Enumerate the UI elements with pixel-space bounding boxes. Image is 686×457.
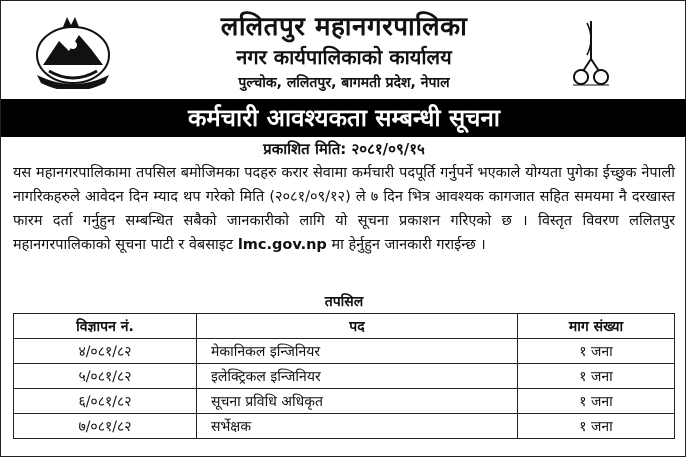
table-caption: तपसिल: [324, 294, 364, 310]
table-row: [14, 339, 675, 364]
ad-number-cell: ४/०८१/८२: [14, 339, 197, 364]
ad-number-cell: ५/०८१/८२: [14, 364, 197, 389]
position-cell: सूचना प्रविधि अधिकृत: [197, 389, 518, 414]
ad-number-cell: ६/०८१/८२: [14, 389, 197, 414]
letterhead: [1, 1, 686, 97]
organization-name: ललितपुर महानगरपालिका: [220, 12, 468, 42]
demand-count-cell: १ जना: [518, 414, 675, 439]
header-ad-number: विज्ञापन नं.: [14, 314, 197, 339]
notice-body-text: यस महानगरपालिकामा तपसिल बमोजिमका पदहरु करार सेवामा कर्मचारी पदपूर्ति गर्नुपर्ने भएकाले योग्यता पुगेका ईच्छुक नेपाली नागरिकहरुले आवेदन दिन म्याद थप गरेको मिति (२०८१/०९/१२) ले ७ दिन भित्र आवश्यक कागजात सहित समयमा नै दरखास्त फारम दर्ता गर्नुहुन सम्बन्धित सबैको जानकारीको लागि यो सूचना प्रकाशन गरिएको छ । विस्तृत विवरण ललितपुर महानगरपालिकाको सूचना पाटी र वेबसाइट: [13, 165, 675, 253]
header-position: पद: [197, 314, 518, 339]
position-cell: इलेक्ट्रिकल इन्जिनियर: [197, 364, 518, 389]
positions-table: [13, 313, 675, 439]
table-row: [14, 389, 675, 414]
notice-title: कर्मचारी आवश्यकता सम्बन्धी सूचना: [1, 99, 686, 137]
published-date-value: २०८१/०९/१५: [351, 140, 425, 158]
notice-body-end: मा हेर्नुहुन जानकारी गराईन्छ ।: [331, 237, 486, 253]
demand-count-cell: १ जना: [518, 389, 675, 414]
ad-number-cell: ७/०८१/८२: [14, 414, 197, 439]
header-demand-count: माग संख्या: [518, 314, 675, 339]
position-cell: सर्भेक्षक: [197, 414, 518, 439]
position-cell: मेकानिकल इन्जिनियर: [197, 339, 518, 364]
signature-scissors-icon: [571, 19, 611, 91]
notice-body: [13, 161, 675, 257]
published-date: [1, 139, 686, 159]
website-link[interactable]: lmc.gov.np: [237, 237, 327, 253]
demand-count-cell: १ जना: [518, 339, 675, 364]
office-name: नगर कार्यपालिकाको कार्यालय: [236, 45, 452, 69]
published-label: प्रकाशित मिति:: [263, 140, 347, 158]
demand-count-cell: १ जना: [518, 364, 675, 389]
office-address: पुल्चोक, ललितपुर, बागमती प्रदेश, नेपाल: [238, 75, 450, 91]
table-row: [14, 414, 675, 439]
table-header-row: [14, 314, 675, 339]
table-row: [14, 364, 675, 389]
